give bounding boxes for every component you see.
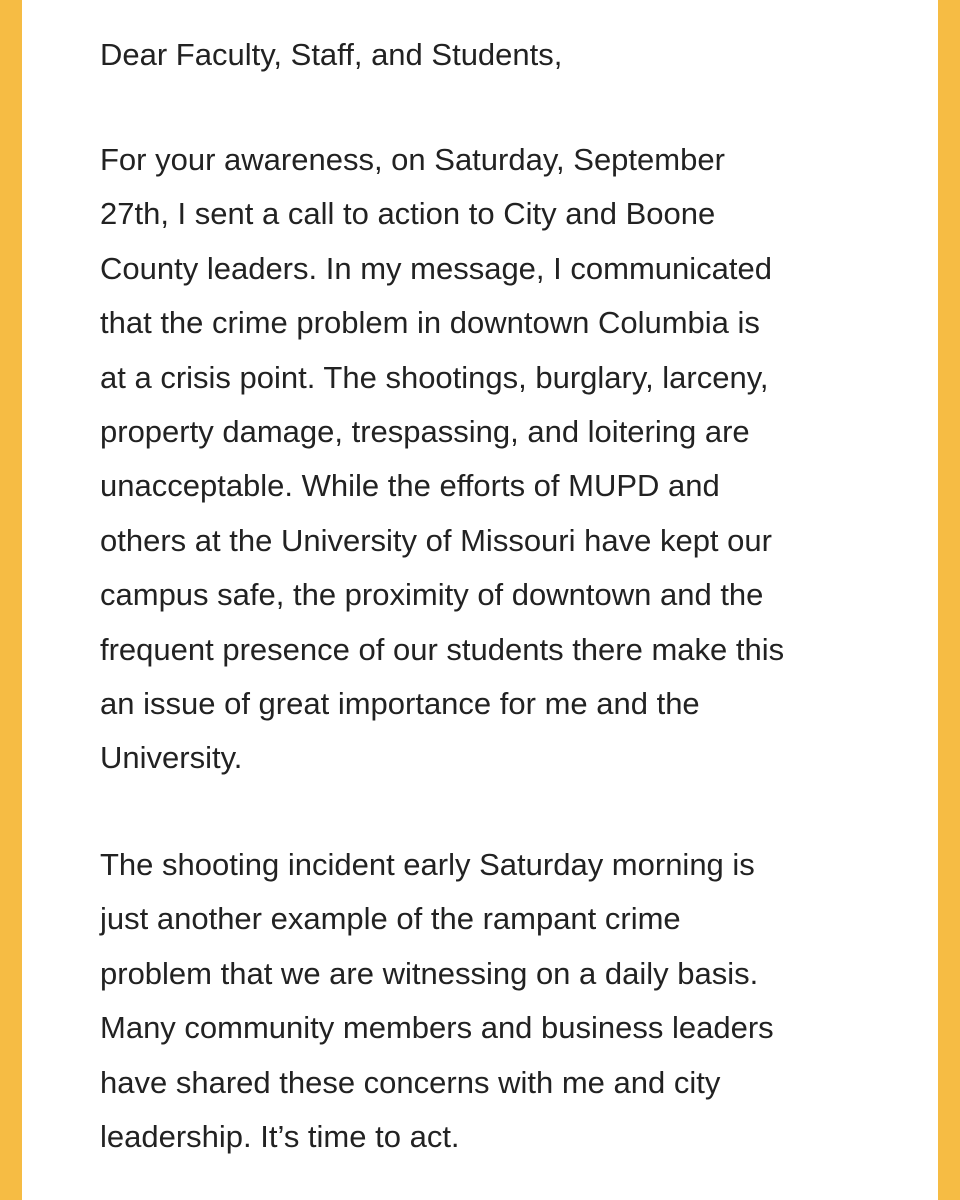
paragraph-line: have shared these concerns with me and city	[100, 1064, 721, 1100]
paragraph-line: For your awareness, on Saturday, September	[100, 142, 725, 177]
paragraph-line: problem that we are witnessing on a daily basis.	[100, 955, 759, 991]
letter-page	[22, 0, 938, 1200]
paragraph-line: Many community members and business leaders	[100, 1010, 774, 1046]
paragraph-line: campus safe, the proximity of downtown and the	[100, 577, 764, 613]
paragraph-line: The shooting incident early Saturday morning is	[100, 847, 755, 882]
paragraph-line: an issue of great importance for me and the	[100, 686, 700, 722]
paragraph-line: others at the University of Missouri have kept our	[100, 522, 772, 558]
paragraph-2	[100, 838, 890, 1164]
paragraph-line: that the crime problem in downtown Columbia is	[100, 305, 760, 341]
paragraph-line: County leaders. In my message, I communicated	[100, 250, 772, 286]
paragraph-line: property damage, trespassing, and loitering are	[100, 414, 750, 450]
paragraph-line: unacceptable. While the efforts of MUPD and	[100, 468, 720, 504]
paragraph-line: 27th, I sent a call to action to City and Boone	[100, 196, 716, 232]
right-page-border	[938, 0, 960, 1200]
paragraph-1	[100, 133, 890, 786]
paragraph-line: frequent presence of our students there make this	[100, 631, 785, 667]
paragraph-line: just another example of the rampant crime	[100, 901, 681, 937]
paragraph-line: leadership. It’s time to act.	[100, 1119, 460, 1155]
left-page-border	[0, 0, 22, 1200]
paragraph-line: at a crisis point. The shootings, burglary, larceny,	[100, 359, 769, 395]
paragraph-line: University.	[100, 740, 243, 776]
letter-greeting: Dear Faculty, Staff, and Students,	[100, 37, 563, 72]
